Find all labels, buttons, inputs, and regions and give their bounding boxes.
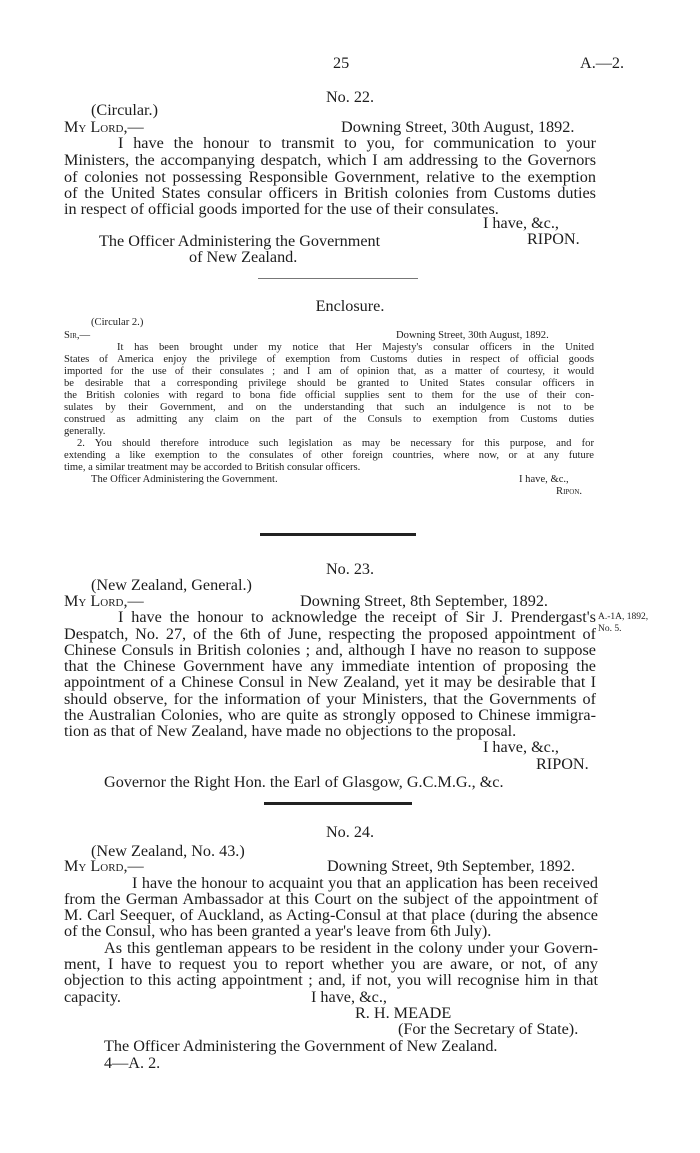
letter-23-circular: (New Zealand, General.) (91, 576, 252, 594)
letter-24-signature: R. H. MEADE (355, 1004, 452, 1022)
letter-22-body-line: of the United States consular officers in British colonies from Customs duties (64, 184, 596, 202)
letter-22-signature: RIPON. (527, 230, 580, 248)
letter-24-body-line: from the German Ambassador at this Court on the subject of the appointment of (64, 890, 598, 908)
letter-24-body-line: I have the honour to acquaint you that an application has been received (132, 874, 598, 892)
letter-23-date: Downing Street, 8th September, 1892. (300, 592, 548, 610)
letter-24-body-line: As this gentleman appears to be resident in the colony under your Govern- (104, 939, 598, 957)
section-divider (264, 802, 412, 805)
section-divider (260, 533, 416, 536)
enclosure-circular: (Circular 2.) (91, 317, 144, 328)
letter-24-addressee: The Officer Administering the Government of New Zealand. (104, 1037, 498, 1055)
letter-22-addressee: The Officer Administering the Government (99, 232, 381, 250)
letter-24-date: Downing Street, 9th September, 1892. (327, 857, 575, 875)
enclosure-closing: I have, &c., (519, 474, 569, 485)
letter-22-closing: I have, &c., (483, 214, 559, 232)
enclosure-signature: Ripon. (556, 486, 583, 497)
letter-22-salutation: My Lord,— (64, 118, 144, 136)
letter-23-body-line: that the Chinese Government have any immediate intention of proposing the (64, 657, 596, 675)
letter-23-addressee: Governor the Right Hon. the Earl of Glasgow, G.C.M.G., &c. (104, 773, 504, 791)
letter-22-body-line: Ministers, the accompanying despatch, which I am addressing to the Governors (64, 151, 596, 169)
enclosure-salutation: Sir,— (64, 330, 91, 341)
letter-24-body-line: of the Consul, who has been granted a year's leave from 6th July). (64, 922, 492, 940)
letter-22-circular: (Circular.) (91, 101, 158, 119)
enclosure-body-line: generally. (64, 426, 106, 437)
letter-23-body-line: Despatch, No. 27, of the 6th of June, respecting the proposed appointment of (64, 625, 596, 643)
enclosure-body-line: extending a like exemption to the consulates of other foreign countries, where now, or at any future (64, 450, 594, 461)
letter-23-salutation: My Lord,— (64, 592, 144, 610)
document-reference: A.—2. (580, 54, 625, 72)
letter-23-body-line: should observe, for the information of your Ministers, that the Governments of (64, 690, 596, 708)
enclosure-body-line: States of America enjoy the privilege of exemption from Customs duties in respect of official goods (64, 354, 594, 365)
enclosure-body-line: It has been brought under my notice that Her Majesty's consular officers in the United (117, 342, 594, 353)
enclosure-body-line: time, a similar treatment may be accorded to British consular officers. (64, 462, 361, 473)
letter-24-salutation: My Lord,— (64, 857, 144, 875)
letter-22-addressee: of New Zealand. (189, 248, 298, 266)
letter-23-signature: RIPON. (536, 755, 589, 773)
letter-22-number: No. 22. (325, 88, 375, 106)
letter-23-number: No. 23. (325, 560, 375, 578)
letter-24-body-line: ment, I have to request you to report whether you are aware, or not, of any (64, 955, 598, 973)
enclosure-body-line: be desirable that a corresponding privilege should be granted to United States consular officers in (64, 378, 594, 389)
enclosure-body-line: 2. You should therefore introduce such legislation as may be necessary for this purpose, and for (77, 438, 594, 449)
letter-23-body-line: tion as that of New Zealand, have made no objections to the proposal. (64, 722, 517, 740)
letter-22-body-line: in respect of official goods imported for the use of their consulates. (64, 200, 499, 218)
enclosure-body-line: the British colonies with regard to bona fide official supplies sent to them for the use of their con- (64, 390, 594, 401)
letter-24-circular: (New Zealand, No. 43.) (91, 842, 245, 860)
enclosure-body-line: sulates by their Government, and on the understanding that such an indulgence is not to be (64, 402, 594, 413)
letter-23-body-line: the Australian Colonies, who are quite as strongly opposed to Chinese immigra- (64, 706, 596, 724)
letter-23-body-line: Chinese Consuls in British colonies ; and, although I have no reason to suppose (64, 641, 596, 659)
letter-23-body-line: appointment of a Chinese Consul in New Zealand, yet it may be desirable that I (64, 673, 596, 691)
enclosure-addressee: The Officer Administering the Government. (91, 474, 278, 485)
printer-signature-mark: 4—A. 2. (104, 1054, 161, 1072)
page-number: 25 (333, 54, 350, 72)
margin-note: A.-1A, 1892, (598, 612, 649, 622)
letter-22-date: Downing Street, 30th August, 1892. (341, 118, 575, 136)
enclosure-body-line: imported for the use of their consulates ; and I am of opinion that, as a matter of courtesy, it would (64, 366, 594, 377)
enclosure-date: Downing Street, 30th August, 1892. (396, 330, 549, 341)
letter-23-body-line: I have the honour to acknowledge the receipt of Sir J. Prendergast's (118, 608, 596, 626)
letter-22-body-line: of colonies not possessing Responsible Government, relative to the exemption (64, 168, 596, 186)
letter-24-closing: I have, &c., (311, 988, 387, 1006)
letter-24-number: No. 24. (325, 823, 375, 841)
letter-24-body-line: capacity. (64, 988, 121, 1006)
section-divider (258, 278, 418, 279)
letter-24-body-line: objection to this acting appointment ; and, if not, you will recognise him in that (64, 971, 598, 989)
letter-23-closing: I have, &c., (483, 738, 559, 756)
enclosure-title: Enclosure. (315, 297, 385, 315)
margin-note: No. 5. (598, 624, 622, 634)
letter-24-body-line: M. Carl Seequer, of Auckland, as Acting-Consul at that place (during the absence (64, 906, 598, 924)
enclosure-body-line: construed as admitting any claim on the part of the Consuls to exemption from Customs duties (64, 414, 594, 425)
letter-22-body-line: I have the honour to transmit to you, for communication to your (118, 134, 596, 152)
letter-24-signature-note: (For the Secretary of State). (398, 1020, 579, 1038)
